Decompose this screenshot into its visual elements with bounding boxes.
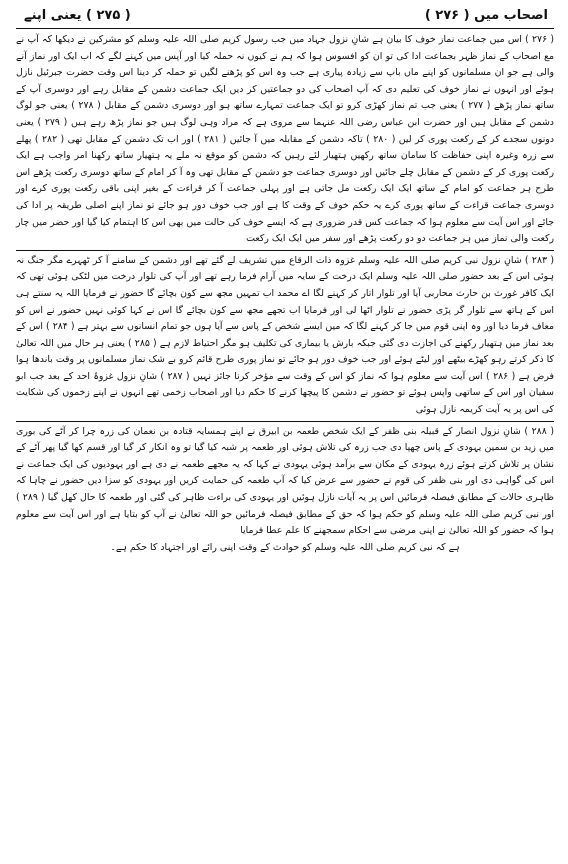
commentary-section-2 xyxy=(16,253,554,419)
page-title: اصحاب میں ( ۲۷۶ ) xyxy=(424,8,548,23)
page-header xyxy=(16,6,554,29)
paragraph: ( ۲۷۶ ) اس میں جماعت نماز خوف کا بیان ہے شانِ نزول جہاد میں جب رسول کریم صلی اللہ علیہ وسلم کو مشرکین نے دیکھا کہ آپ نے مع اصحاب کے نماز ظہر بجماعت ادا کی تو ان کو افسوس ہوا کہ ہم نے کیوں نہ حملہ کیا اور آپس میں کہنے لگے کہ اب ایک اور نماز آنے والی ہے جو ان مسلمانوں کو اپنے ماں باپ سے زیادہ پیاری ہے جب وہ اس کو پڑھنے لگیں تو حملہ کر دینا اس وقت حضرت جبرئیل نازل ہوئے اور انہوں نے نماز خوف کی تعلیم دی کہ آپ اصحاب کی دو جماعتیں کر دیں ایک جماعت دشمن کے مقابل رہے اور دوسری آپ کے ساتھ نماز پڑھے ( ۲۷۷ ) یعنی جب تم نماز کھڑی کرو تو ایک جماعت تمہارے ساتھ ہو اور دوسری دشمن کے مقابل ( ۲۷۸ ) یعنی جو لوگ دشمن کے مقابل ہیں اور حضرت ابن عباس رضی اللہ عنہما سے مروی ہے کہ مراد وہی لوگ ہیں جو نماز پڑھ رہے ہیں ( ۲۷۹ ) یعنی دونوں سجدے کر کے رکعت پوری کر لیں ( ۲۸۰ ) تاکہ دشمن کے مقابلہ میں آ جائیں ( ۲۸۱ ) اور اب تک دشمن کے مقابل تھی ( ۲۸۲ ) پھلے سے زرہ وغیرہ اپنی حفاظت کا سامان ساتھ رکھیں ہتھیار لئے رہیں کہ دشمن کو موقع نہ ملے یہ ہتھیار ساتھ رکھنا امر واجب ہے ایک رکعت پوری کر کے دشمن کے مقابل چلے جائیں اور دوسری جماعت جو دشمن کے مقابل تھی وہ آ کر امام کے ساتھ دوسری رکعت پڑھے اس طرح ہر جماعت کو امام کے ساتھ ایک ایک رکعت مل جاتی ہے اور پہلی جماعت آ کر قراءت کے بغیر اپنی باقی رکعت پوری کرے اور دوسری جماعت قراءت کے ساتھ پوری کرے یہ حکم خوف کے وقت کا ہے اور جب خوف دور ہو جائے تو نماز اپنے اصلی طریقہ پر ادا کی جائے اور اس آیت سے معلوم ہوا کہ جماعت کس قدر ضروری ہے کہ ایسے خوف کی حالت میں بھی اس کا اہتمام کیا گیا اور حضر میں چار رکعت والی نماز میں ہر جماعت دو دو رکعت پڑھے اور سفر میں ایک ایک رکعت xyxy=(16,34,555,245)
paragraph: ( ۲۸۸ ) شانِ نزول انصار کے قبیلہ بنی ظفر کے ایک شخص طعمہ بن ابیرق نے اپنے ہمسایہ قتادہ بن نعمان کی زرہ چرا کر آٹے کی بوری میں زید بن سمین یہودی کے پاس چھپا دی جب زرہ کی تلاش ہوئی اور طعمہ پر شبہ کیا گیا تو وہ انکار کر گیا اور قسم کھا گیا پھر آٹے کے نشان پر تلاش کرتے ہوئے زرہ یہودی کے مکان سے برآمد ہوئی یہودی نے کہا کہ یہ مجھے طعمہ نے دی ہے اور یہودیوں کی ایک جماعت نے اس کی گواہی دی اور بنی ظفر کی قوم نے حضور سے عرض کیا کہ آپ طعمہ کی حمایت کریں اور یہودی کو سزا دیں حضور نے چاہا کہ ظاہری حالات کے مطابق فیصلہ فرمائیں اس پر یہ آیات نازل ہوئیں اور یہودی کی براءت ظاہر کی گئی اور طعمہ کا حال کھل گیا ( ۲۸۹ ) اور نبی کریم صلی اللہ علیہ وسلم کو حکم ہوا کہ حق کے مطابق فیصلہ فرمائیں جو اللہ تعالیٰ نے آپ کو بتایا ہے اور اس آیت سے معلوم ہوا کہ حضور کو اللہ تعالیٰ نے اپنی مرضی سے احکام سمجھنے کا علم عطا فرمایا xyxy=(16,425,555,537)
section-divider xyxy=(16,421,554,422)
paragraph: ( ۲۸۳ ) شانِ نزول نبی کریم صلی اللہ علیہ وسلم غزوہ ذات الرقاع میں تشریف لے گئے تھے اور دشمن کے سامنے آ کر ٹھہرے مگر جنگ نہ ہوئی اس کے بعد حضور صلی اللہ علیہ وسلم ایک درخت کے سایہ میں آرام فرما رہے تھے اور آپ کی تلوار درخت میں لٹکی ہوئی تھی کہ ایک کافر غورث بن حارث محاربی آیا اور تلوار اتار کر کہنے لگا اے محمد اب تمہیں مجھ سے کون بچائے گا حضور نے فرمایا اللہ یہ سنتے ہی اس کے ہاتھ سے تلوار گر پڑی حضور نے تلوار اٹھا لی اور فرمایا اب تجھے مجھ سے کون بچائے گا اس نے کہا کوئی نہیں حضور نے اس کو معاف فرما دیا اور وہ اپنی قوم میں جا کر کہنے لگا کہ میں ایسے شخص کے پاس سے آیا ہوں جو تمام انسانوں سے بہتر ہے ( ۲۸۴ ) اس کے بعد نماز میں ہتھیار رکھنے کی اجازت دی گئی جبکہ بارش یا بیماری کی تکلیف ہو مگر احتیاط لازم ہے ( ۲۸۵ ) یعنی ہر حال میں اللہ تعالیٰ کا ذکر کرتے رہو کھڑے بیٹھے اور لیٹے ہوئے اور جب خوف دور ہو جائے تو نماز پوری طرح قائم کرو بے شک نماز مسلمانوں پر وقت باندھا ہوا فرض ہے ( ۲۸۶ ) اس آیت سے معلوم ہوا کہ نماز کو اس کے وقت سے مؤخر کرنا جائز نہیں ( ۲۸۷ ) شانِ نزول غزوۂ احد کے بعد جب ابو سفیان اور اس کے ساتھی واپس ہوئے تو حضور نے دشمن کا پیچھا کرنے کا حکم دیا اور اصحاب زخمی تھے انہوں نے اپنے زخموں کی شکایت کی اس پر یہ آیت کریمہ نازل ہوئی xyxy=(16,254,555,416)
commentary-section-1 xyxy=(16,32,554,248)
page-number: ( ۲۷۵ ) یعنی اپنے xyxy=(24,8,131,23)
section-divider xyxy=(16,250,554,251)
closing-line: ہے کہ نبی کریم صلی اللہ علیہ وسلم کو حوادث کے وقت اپنی رائے اور اجتہاد کا حکم ہے۔ xyxy=(110,541,460,553)
commentary-section-3 xyxy=(16,424,554,540)
